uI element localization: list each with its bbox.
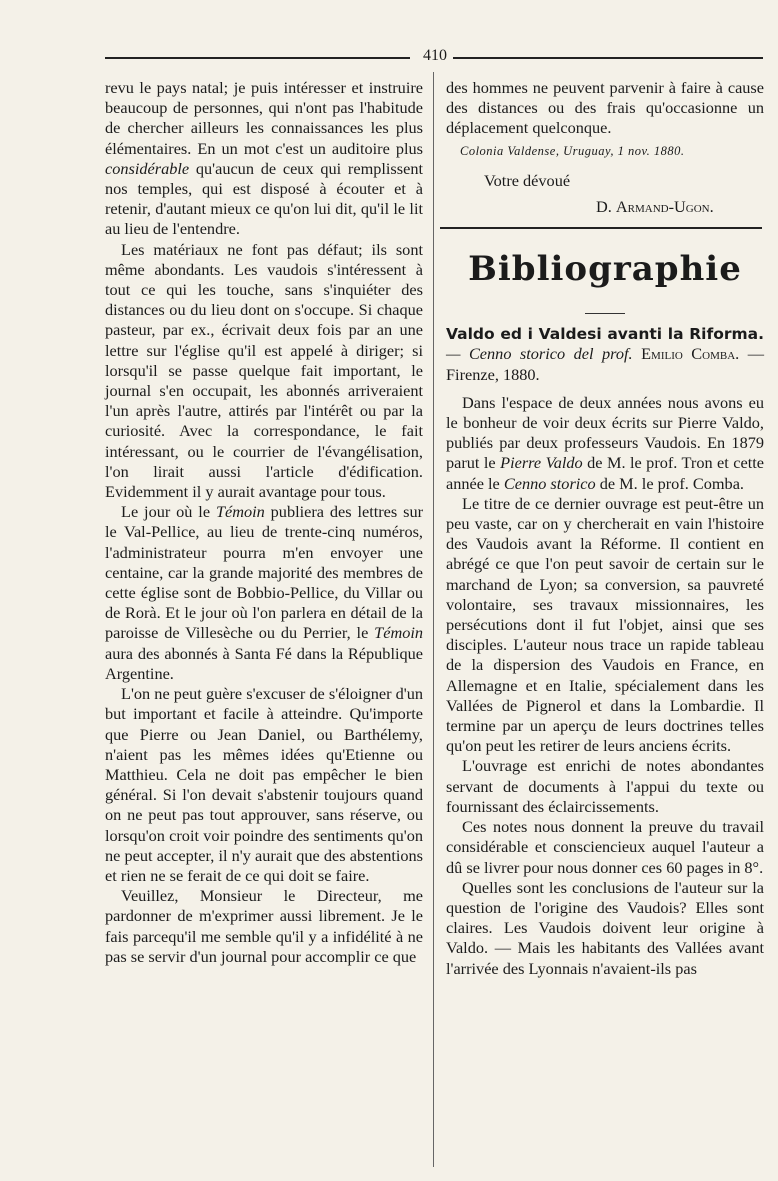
left-column xyxy=(105,78,423,967)
page-number: 410 xyxy=(423,47,447,64)
right-column xyxy=(446,78,764,979)
book-reference xyxy=(446,324,764,385)
paragraph: Veuillez, Monsieur le Directeur, me pardonner de m'exprimer aussi librement. Je le fais parcequ'il me semble qu'il y a infidélité à ne pas se servir d'un journal pour accomplir ce que xyxy=(105,886,423,966)
page-header xyxy=(105,46,763,68)
paragraph: Ces notes nous donnent la preuve du travail considérable et consciencieux auquel l'auteur a dû se livrer pour nous donner ces 60 pages in 8°. xyxy=(446,817,764,877)
book-author: Emilio Comba. xyxy=(641,344,740,364)
closing: Votre dévoué xyxy=(484,170,571,190)
text: aura des abonnés à Santa Fé dans la République Argentine. xyxy=(105,643,423,683)
section-rule xyxy=(440,227,762,229)
signature-name: Armand-Ugon. xyxy=(615,197,714,217)
paragraph: Le titre de ce dernier ouvrage est peut-être un peu vaste, car on y chercherait en vain l'histoire des Vaudois avant la Réforme. Il contient en abrégé ce que l'on peut savoir de certain sur le marchand de Lyon; sa conversion, sa pauvreté volontaire, ses travaux missionnaires, les persécutions dont il fut l'objet, ainsi que ses disciples. L'auteur nous trace un rapide tableau de la dispersion des Vaudois en France, en Allemagne et en Italie, spécialement dans les Vallées de Pignerol et dans la Lombardie. Il termine par un aperçu de leurs doctrines telles qu'on peut les retirer de leurs anciens écrits. xyxy=(446,493,764,756)
text: publiera des lettres sur le Val-Pellice, au lieu de trente-cinq numéros, l'administrateur pourra m'en envoyer une centaine, car la grande majorité des membres de cette église sont de Bobbio-Pellice, du Villar ou de Rorà. Et le jour où l'on parlera en détail de la paroisse de Villesèche ou du Perrier, le xyxy=(105,502,424,643)
short-rule xyxy=(585,313,625,314)
book-place: — Firenze, 1880. xyxy=(446,344,764,384)
text: de M. le prof. Tron et cette année le xyxy=(446,453,764,493)
spacer xyxy=(446,385,764,393)
section-heading: Bibliographie xyxy=(468,249,742,290)
column-divider xyxy=(433,72,434,1167)
paragraph: Les matériaux ne font pas défaut; ils sont même abondants. Les vaudois s'intéressent à tout ce qui les touche, sans s'inquiéter des distances ou du lieu dont on s'occupe. Si chaque pasteur, par ex., écrivait deux fois par an une lettre sur l'église qu'il est appelé à diriger; si lorsqu'il se passe quelque fait important, le journal s'en occupait, les abonnés arriveraient l'un après l'autre, attirés par l'intérêt ou par la curiosité. Avec la correspondance, le fait intéressant, ou le courrier de l'évangélisation, l'on lirait aussi l'article d'édification. Evidemment il y aurait avantage pour tous. xyxy=(105,239,423,502)
text: Le jour où le xyxy=(121,502,211,522)
paragraph: L'on ne peut guère s'excuser de s'éloigner d'un but important et facile à atteindre. Qu'importe que Pierre ou Jean Daniel, ou Barthélemy, n'aient pas les mêmes idées qu'Etienne ou Matthieu. Cela ne doit pas empêcher le bien général. Si l'on devait s'abstenir toujours quand on ne peut pas tout approuver, sans réserve, ou lorsqu'on croit voir poindre des sentiments qu'on ne peut accepter, il n'y aurait que des abstentions et rien ne se ferait de ce qui doit se faire. xyxy=(105,684,423,885)
italic-text: considérable xyxy=(105,158,190,178)
italic-text: Témoin xyxy=(374,623,423,643)
text: Dans l'espace de deux années nous avons eu le bonheur de voir deux écrits sur Pierre Valdo, publiés par deux professeurs Vaudois. En 1879 parut le xyxy=(446,392,764,473)
book-title: Valdo ed i Valdesi avanti la Riforma. xyxy=(446,325,764,344)
paragraph: Quelles sont les conclusions de l'auteur sur la question de l'origine des Vaudois? Elles sont claires. Les Vaudois doivent leur origine à Valdo. — Mais les habitants des Vallées avant l'arrivée des Lyonnais n'avaient-ils pas xyxy=(446,877,764,978)
text: revu le pays natal; je puis intéresser et instruire beaucoup de personnes, qui n'ont pas l'habitude de chercher ailleurs les connaissances les plus élémentaires. En un mot c'est un auditoire plus xyxy=(105,78,423,158)
paragraph xyxy=(446,393,764,494)
text: qu'aucun de ceux qui remplissent nos temples, qui est disposé à écouter et à retenir, d'autant mieux ce qu'on lui dit, qu'il le lit au lieu de l'entendre. xyxy=(105,158,423,239)
paragraph xyxy=(105,78,423,240)
text: de M. le prof. Comba. xyxy=(599,473,744,493)
dateline: Colonia Valdense, Uruguay, 1 nov. 1880. xyxy=(460,143,685,158)
paragraph xyxy=(105,502,423,684)
italic-text: Témoin xyxy=(215,502,265,522)
signature xyxy=(596,197,764,217)
paragraph: L'ouvrage est enrichi de notes abondantes servant de documents à l'appui du texte ou fournissant des éclaircissements. xyxy=(446,756,764,816)
italic-text: Cenno storico xyxy=(503,473,596,493)
italic-text: Pierre Valdo xyxy=(500,453,583,473)
signature-initial: D. xyxy=(596,197,612,217)
header-rule-left xyxy=(105,57,410,59)
header-rule-right xyxy=(453,57,763,59)
paragraph: des hommes ne peuvent parvenir à faire à cause des distances ou des frais qu'occasionne un déplacement quelconque. xyxy=(446,78,764,138)
book-subtitle: — Cenno storico del prof. xyxy=(446,344,633,364)
